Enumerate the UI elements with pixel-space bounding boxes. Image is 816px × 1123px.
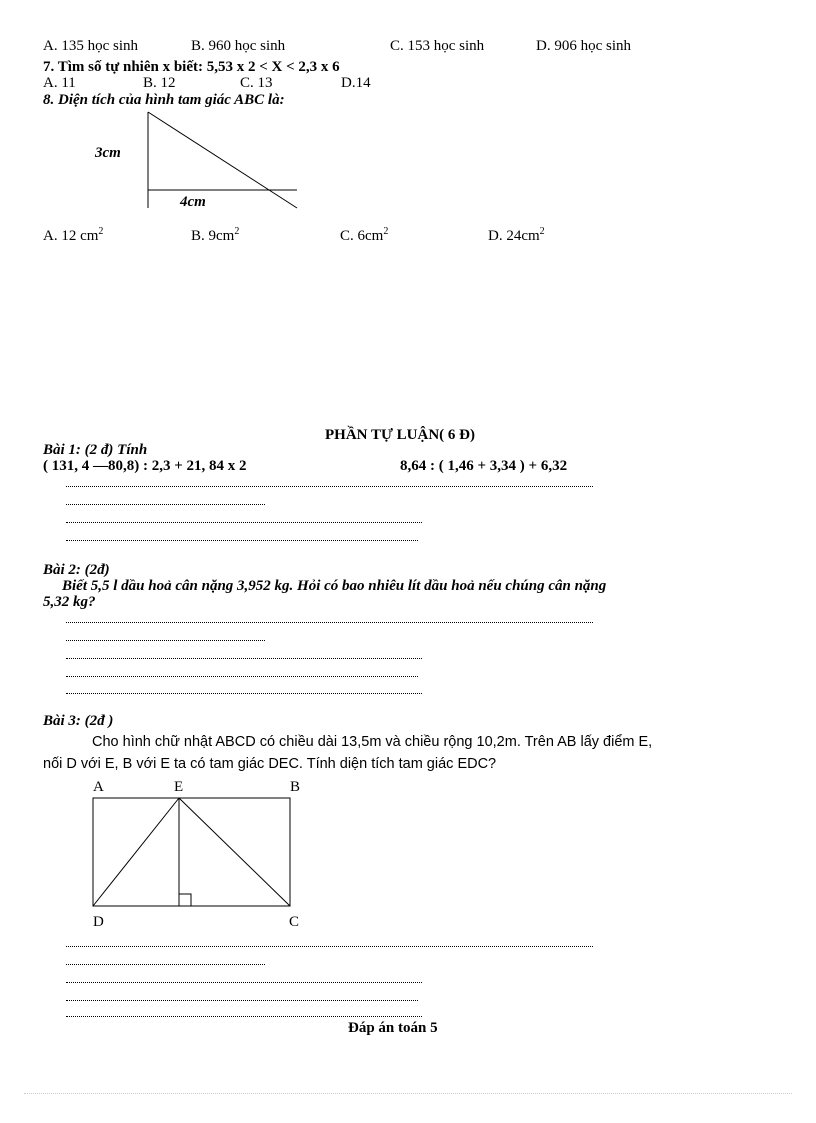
segment-ec: [179, 798, 290, 906]
answer-line[interactable]: [66, 1016, 422, 1017]
segment-de: [93, 798, 179, 906]
point-label-e: E: [174, 779, 184, 795]
q7-option-a: A. 11: [43, 75, 76, 91]
q8-option-c: C. $6cm^2$: [340, 226, 389, 244]
bai1-title: Bài 1: (2 đ) Tính: [43, 442, 148, 458]
bai1-expression-2: 8,64 : ( 1,46 + 3,34 ) + 6,32: [400, 458, 568, 474]
triangle-base-label: 4cm: [180, 194, 206, 210]
q8-option-d: D. $24cm^2$: [488, 226, 545, 244]
q7-option-d: D.14: [341, 75, 371, 91]
page-footer-divider: [24, 1093, 792, 1094]
bai2-text-line2: 5,32 kg?: [43, 594, 96, 610]
bai3-title: Bài 3: (2đ ): [43, 713, 114, 729]
bai3-text-line1: Cho hình chữ nhật ABCD có chiều dài 13,5m và chiều rộng 10,2m. Trên AB lấy điểm E,: [92, 734, 653, 750]
point-label-a: A: [93, 779, 104, 795]
answer-key-title: Đáp án toán 5: [348, 1020, 438, 1036]
triangle-height-label: 3cm: [95, 145, 121, 161]
q7-title: 7. Tìm số tự nhiên x biết: 5,53 x 2 < X < 2,3 x 6: [43, 59, 340, 75]
q6-option-d: D. 906 học sinh: [536, 38, 631, 54]
bai2-text-line1: Biết 5,5 l dầu hoả cân nặng 3,952 kg. Hỏi có bao nhiêu lít dầu hoả nếu chúng cân nặng: [62, 578, 607, 594]
answer-line[interactable]: [66, 946, 593, 947]
q6-option-b: B. 960 học sinh: [191, 38, 286, 54]
point-label-c: C: [289, 914, 300, 930]
point-label-d: D: [93, 914, 104, 930]
q8-title: 8. Diện tích của hình tam giác ABC là:: [43, 92, 285, 108]
q6-option-a: A. 135 học sinh: [43, 38, 138, 54]
bai2-title: Bài 2: (2đ): [43, 562, 110, 578]
q8-option-a: A. 12 $cm^2$: [43, 226, 104, 244]
answer-line[interactable]: [66, 982, 422, 983]
point-label-b: B: [290, 779, 301, 795]
answer-line[interactable]: [66, 964, 265, 965]
bai3-text-line2: nối D với E, B với E ta có tam giác DEC. Tính diện tích tam giác EDC?: [43, 756, 497, 772]
q7-option-b: B. 12: [143, 75, 176, 91]
bai1-expression-1: ( 131, 4 —80,8) : 2,3 + 21, 84 x 2: [43, 458, 247, 474]
essay-heading: PHẦN TỰ LUẬN( 6 Đ): [325, 427, 475, 443]
answer-line[interactable]: [66, 1000, 418, 1001]
q6-option-c: C. 153 học sinh: [390, 38, 485, 54]
rectangle-abcd: [93, 798, 290, 906]
q8-option-b: B. $9cm^2$: [191, 226, 240, 244]
right-angle-mark: [179, 894, 191, 906]
q7-option-c: C. 13: [240, 75, 273, 91]
